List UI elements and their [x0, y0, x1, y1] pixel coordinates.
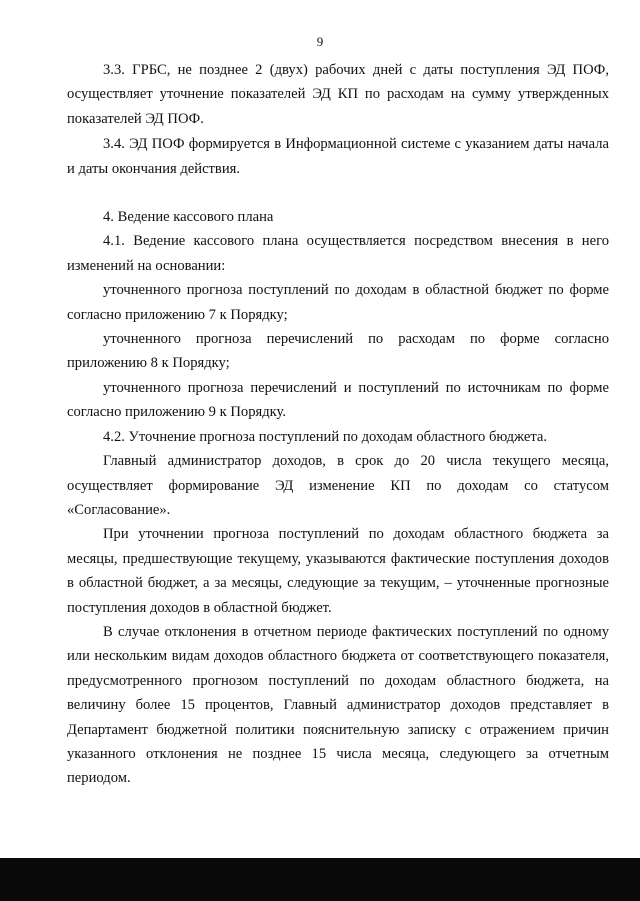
paragraph-3-3: 3.3. ГРБС, не позднее 2 (двух) рабочих дней с даты поступления ЭД ПОФ, осуществляет уточнение показателей ЭД КП по расходам на сумму утвержденных показателей ЭД ПОФ. — [67, 62, 609, 127]
section-heading-4: 4. Ведение кассового плана — [103, 209, 274, 226]
document-body — [67, 58, 609, 791]
paragraph-3-4: 3.4. ЭД ПОФ формируется в Информационной системе с указанием даты начала и даты окончания действия. — [67, 136, 609, 177]
paragraph-4-1: 4.1. Ведение кассового плана осуществляется посредством внесения в него изменений на основании: — [67, 233, 609, 274]
paragraph-forecast-expenses: уточненного прогноза перечислений по расходам по форме согласно приложению 8 к Порядку; — [67, 331, 609, 372]
paragraph-forecast-sources: уточненного прогноза перечислений и поступлений по источникам по форме согласно приложению 9 к Порядку. — [67, 379, 609, 421]
paragraph-forecast-income: уточненного прогноза поступлений по доходам в областной бюджет по форме согласно приложению 7 к Порядку; — [67, 282, 609, 323]
paragraph-forecast-months: При уточнении прогноза поступлений по доходам областного бюджета за месяцы, предшествующие текущему, указываются фактические поступления доходов в областной бюджет, а за месяцы, следующие за текущим, – уточненные прогнозные поступления доходов в областной бюджет. — [67, 526, 609, 616]
scan-bottom-border — [0, 858, 640, 901]
paragraph-4-2: 4.2. Уточнение прогноза поступлений по доходам областного бюджета. — [103, 428, 548, 445]
paragraph-chief-administrator: Главный администратор доходов, в срок до 20 числа текущего месяца, осуществляет формирование ЭД изменение КП по доходам со статусом «Согласование». — [67, 453, 609, 518]
page-number: 9 — [316, 34, 324, 49]
paragraph-deviation: В случае отклонения в отчетном периоде фактических поступлений по одному или нескольким видам доходов областного бюджета от соответствующего показателя, предусмотренного прогнозом поступлений по доходам областного бюджета, на величину более 15 процентов, Главный администратор доходов представляет в Департамент бюджетной политики пояснительную записку с отражением причин указанного отклонения не позднее 15 числа месяца, следующего за отчетным периодом. — [67, 623, 609, 787]
